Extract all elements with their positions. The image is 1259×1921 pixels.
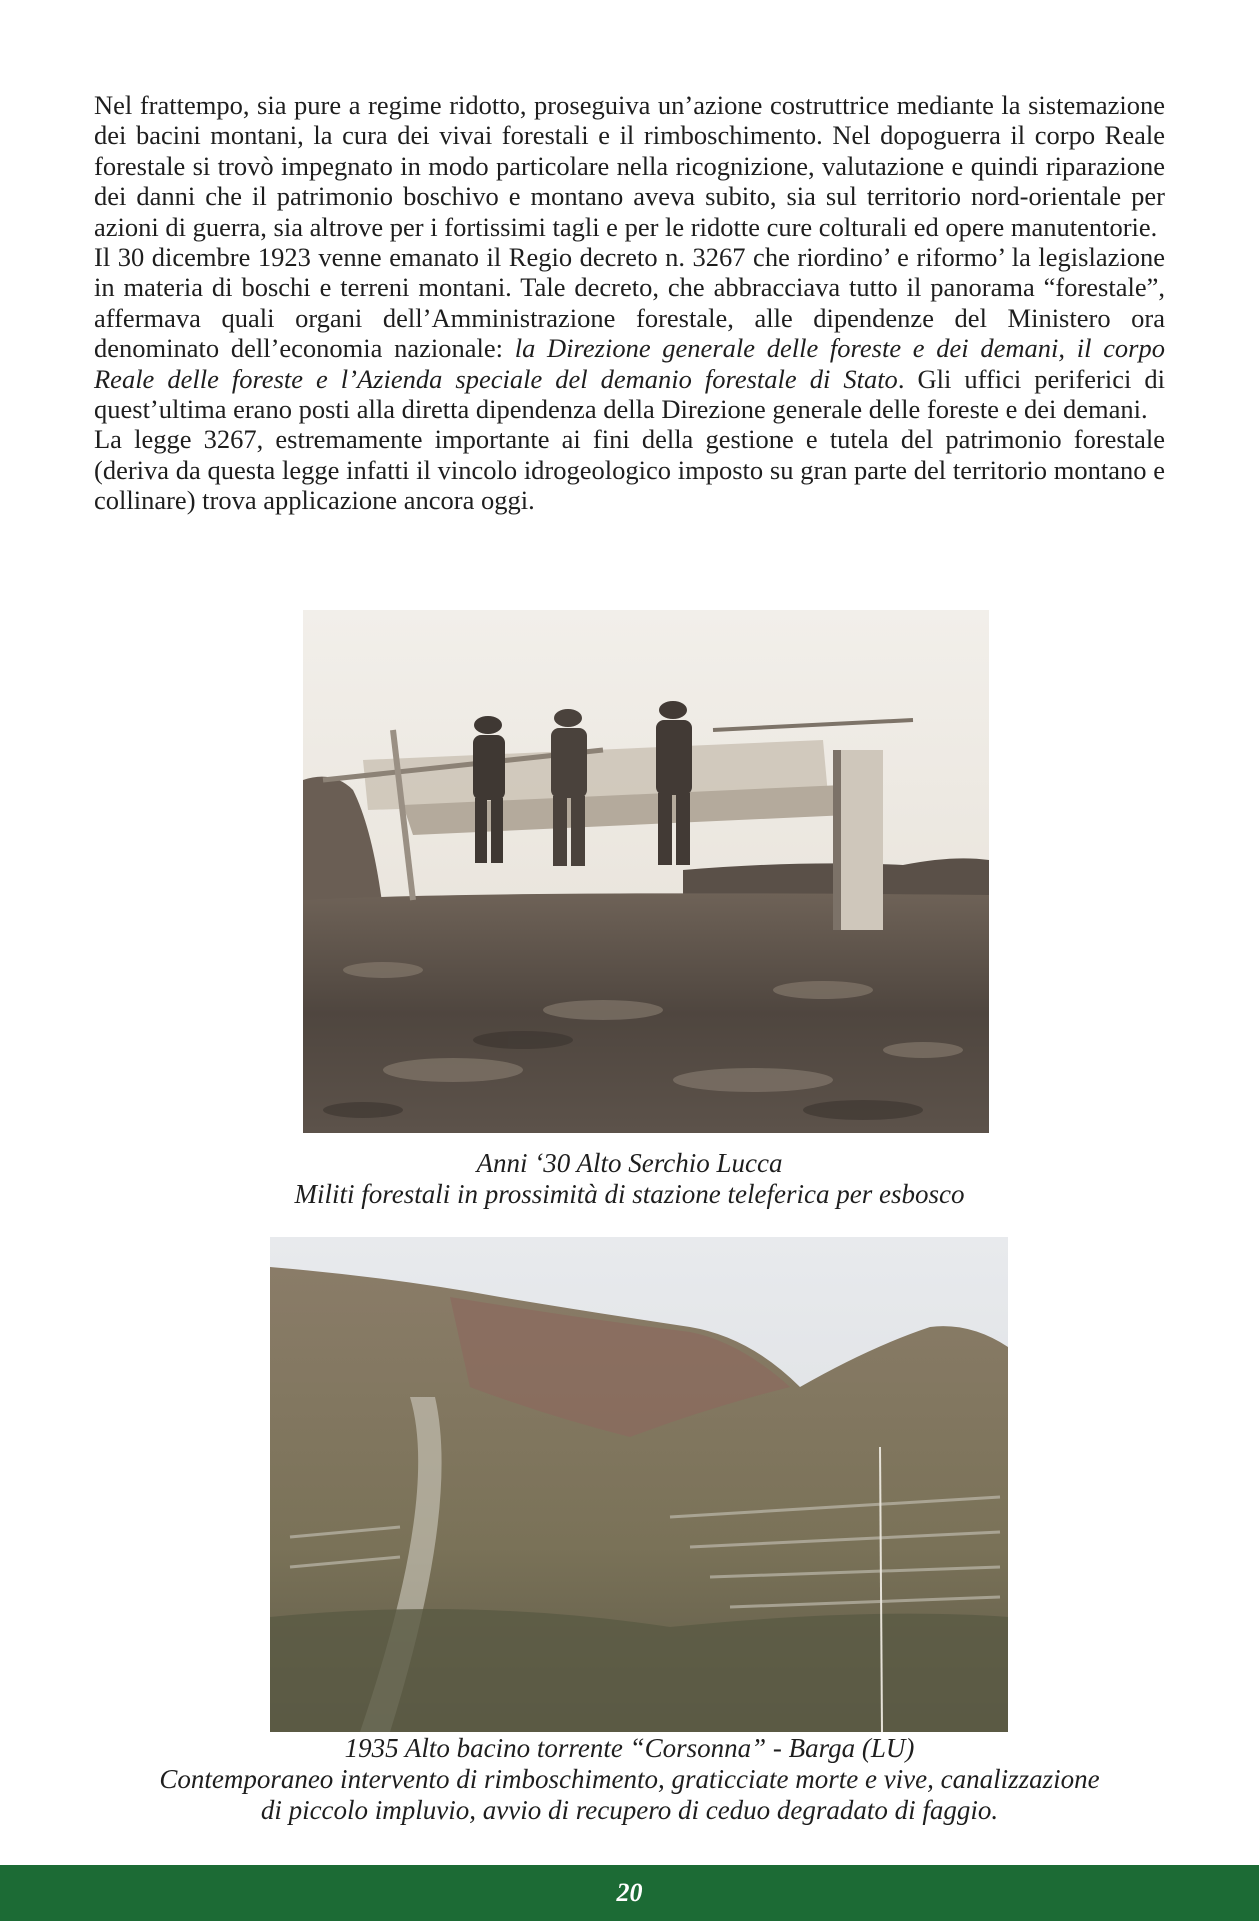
page-number: 20	[616, 1878, 643, 1907]
caption-photo-1-line-1: Anni ‘30 Alto Serchio Lucca	[476, 1148, 783, 1178]
historic-photo-corsonna-basin	[270, 1237, 1008, 1732]
paragraph-3: La legge 3267, estremamente importante ai fini della gestione e tutela del patrimonio forestale (deriva da questa legge infatti il vincolo idrogeologico imposto su gran parte del territorio montano e collinare) trova applicazione ancora oggi.	[94, 424, 1165, 516]
caption-photo-2-line-3: di piccolo impluvio, avvio di recupero di ceduo degradato di faggio.	[260, 1795, 999, 1825]
historic-photo-forest-militia	[303, 610, 989, 1133]
paragraph-2-text-a: Il 30 dicembre 1923 venne emanato il Regio decreto n. 3267 che riordino’ e riformo’ la legislazione in materia di boschi e terreni montani. Tale decreto, che abbracciava tutto il panorama “forestale”, affermava quali organi dell’Amministrazione forestale, alle dipendenze del Ministero ora denominato dell’economia nazionale:	[94, 242, 1165, 364]
paragraph-2-italic: la Direzione generale delle foreste e dei demani, il corpo Reale delle foreste e l’Azienda speciale del demanio forestale di Stato	[94, 333, 1165, 394]
caption-photo-2-line-1: 1935 Alto bacino torrente “Corsonna” - Barga (LU)	[344, 1733, 915, 1763]
body-text	[94, 90, 1165, 516]
caption-photo-1	[60, 1148, 1199, 1210]
paragraph-2	[94, 242, 1165, 424]
paragraph-2-text-b: . Gli uffici periferici di quest’ultima erano posti alla diretta dipendenza della Direzione generale delle foreste e dei demani.	[94, 363, 1166, 425]
caption-photo-2-line-2: Contemporaneo intervento di rimboschimento, graticciate morte e vive, canalizzazione	[159, 1764, 1100, 1794]
caption-photo-2	[60, 1733, 1199, 1826]
caption-photo-1-line-2: Militi forestali in prossimità di stazione teleferica per esbosco	[294, 1179, 965, 1209]
paragraph-1: Nel frattempo, sia pure a regime ridotto, proseguiva un’azione costruttrice mediante la sistemazione dei bacini montani, la cura dei vivai forestali e il rimboschimento. Nel dopoguerra il corpo Reale forestale si trovò impegnato in modo particolare nella ricognizione, valutazione e quindi riparazione dei danni che il patrimonio boschivo e montano aveva subito, sia sul territorio nord-orientale per azioni di guerra, sia altrove per i fortissimi tagli e per le ridotte cure colturali ed opere manutentorie.	[94, 90, 1165, 242]
page-footer	[0, 1865, 1259, 1921]
